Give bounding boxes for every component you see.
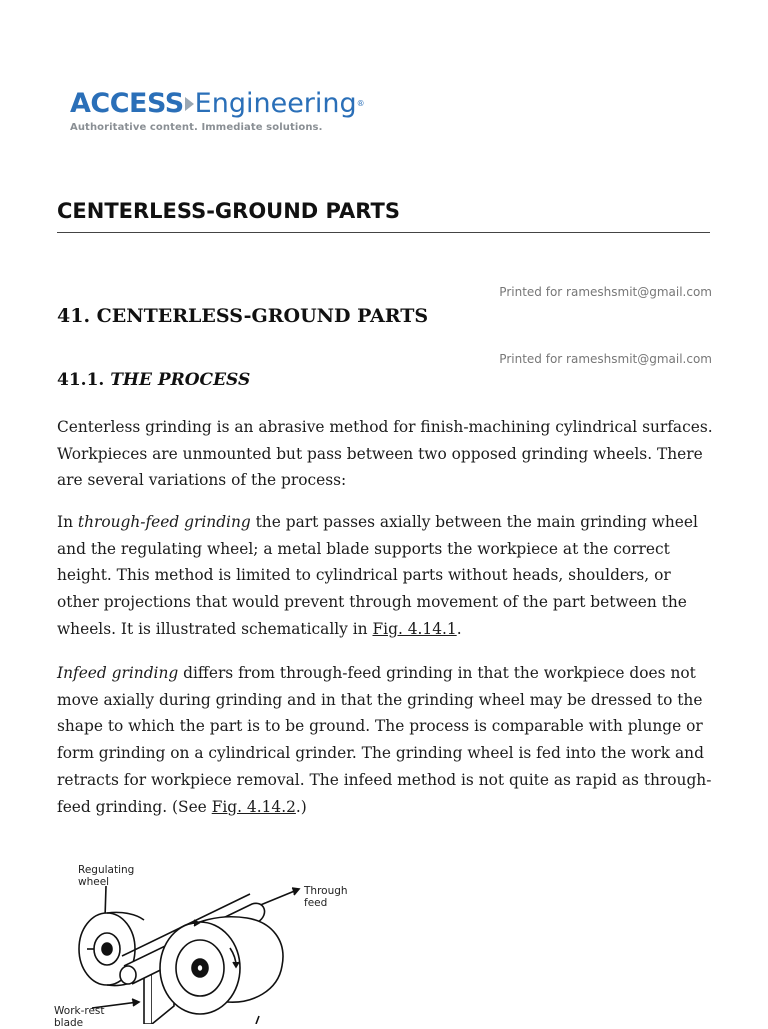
- figure-link-4-14-1[interactable]: Fig. 4.14.1: [372, 619, 457, 638]
- logo-wordmark: [70, 86, 365, 122]
- printed-for-notice: Printed for rameshsmit@gmail.com: [499, 352, 712, 366]
- title-divider: [57, 232, 710, 233]
- term-infeed: Infeed grinding: [57, 664, 179, 682]
- subsection-heading: [57, 370, 250, 390]
- subsection-title: THE PROCESS: [110, 370, 251, 390]
- logo-engineering-text: Engineering: [194, 88, 357, 119]
- grinding-schematic-drawing: [52, 856, 362, 1024]
- paragraph-text: [57, 509, 717, 643]
- paragraph-body: differs from through-feed grinding in that the workpiece does not move axially during grinding and in that the grinding wheel may be dressed to the shape to which the part is to be ground. The process is comparable with plunge or form grinding on a cylindrical grinder. The grinding wheel is fed into the work and retracts for workpiece removal. The infeed method is not quite as rapid as through-feed grinding. (See: [57, 664, 712, 816]
- printed-for-notice: Printed for rameshsmit@gmail.com: [499, 285, 712, 299]
- subsection-number: 41.1.: [57, 370, 105, 390]
- paragraph-end: .): [295, 797, 307, 816]
- term-through-feed: through-feed grinding: [77, 513, 251, 531]
- paragraph-text: Centerless grinding is an abrasive method for finish-machining cylindrical surfaces. Workpieces are unmounted but pass between two opposed grinding wheels. There are several variations of the process:: [57, 418, 713, 490]
- paragraph-body: the part passes axially between the main grinding wheel and the regulating wheel; a metal blade supports the workpiece at the correct height. This method is limited to cylindrical parts without heads, shoulders, or other projections that would prevent through movement of the part between the wheels. It is illustrated schematically in: [57, 513, 698, 638]
- paragraph-lead-in: In: [57, 513, 78, 531]
- paragraph: [57, 509, 717, 643]
- logo-arrow-icon: [185, 97, 194, 111]
- label-through-feed: Through feed: [304, 885, 348, 909]
- figure-link-4-14-2[interactable]: Fig. 4.14.2: [211, 797, 296, 816]
- logo-registered-mark: ®: [356, 99, 365, 108]
- paragraph: [57, 660, 717, 820]
- document-title: CENTERLESS-GROUND PARTS: [57, 199, 400, 223]
- centerless-grinding-figure: [52, 856, 362, 1029]
- logo-access-text: ACCESS: [70, 88, 184, 119]
- paragraph: [57, 414, 717, 494]
- section-heading: 41. CENTERLESS-GROUND PARTS: [57, 305, 429, 327]
- access-engineering-logo: [70, 86, 365, 146]
- label-work-rest-blade: Work-rest blade: [54, 1005, 105, 1029]
- logo-tagline: Authoritative content. Immediate solutions.: [70, 122, 323, 133]
- label-regulating-wheel: Regulating wheel: [78, 864, 135, 888]
- paragraph-text: [57, 660, 717, 820]
- paragraph-end: .: [456, 619, 462, 638]
